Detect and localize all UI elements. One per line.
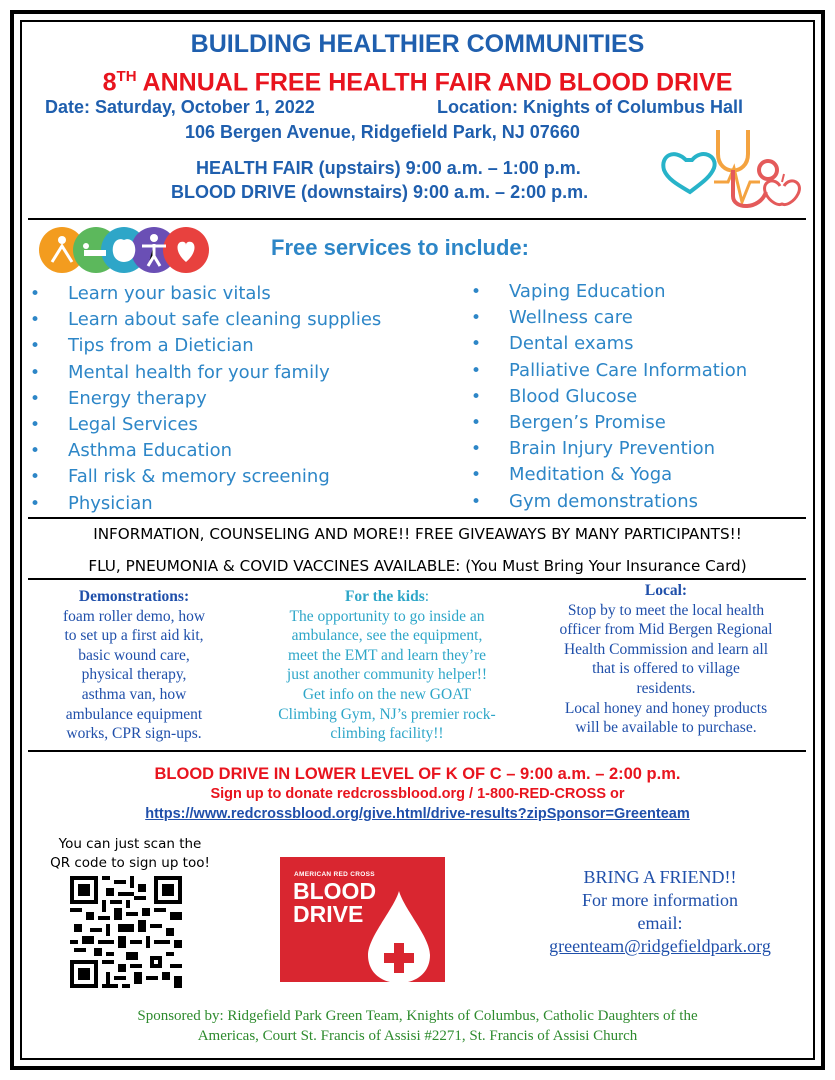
kids-title-colon: : [424, 588, 430, 605]
kids-line: climbing facility!! [330, 725, 444, 743]
kids-line: Get info on the new GOAT [302, 685, 472, 703]
event-location: Location: Knights of Columbus Hall [437, 97, 743, 117]
local-line: residents. [636, 679, 696, 697]
local-line: will be available to purchase. [575, 719, 757, 737]
logo-org: AMERICAN RED CROSS [294, 871, 375, 878]
services-list-left [28, 281, 381, 517]
list-item: • Asthma Education [28, 438, 381, 464]
subtitle-number: 8 [102, 68, 117, 97]
subtitle-text: ANNUAL FREE HEALTH FAIR AND BLOOD DRIVE [136, 68, 733, 97]
sponsor-line-1: Sponsored by: Ridgefield Park Green Team, Knights of Columbus, Catholic Daughters of the [137, 1008, 698, 1024]
demonstrations-line: basic wound care, [78, 646, 190, 664]
local-line: Stop by to meet the local health [567, 601, 765, 619]
demonstrations-line: foam roller demo, how [62, 607, 206, 625]
kids-line: Climbing Gym, NJ’s premier rock- [278, 705, 496, 723]
blood-drive-link[interactable]: https://www.redcrossblood.org/give.html/drive-results?zipSponsor=Greenteam [145, 806, 690, 822]
contact-email-label: email: [637, 913, 683, 933]
list-item: • Learn your basic vitals [28, 281, 381, 307]
demonstrations-title: Demonstrations: [78, 588, 190, 605]
kids-line: The opportunity to go inside an [289, 607, 485, 625]
stethoscope-heart-icon [656, 124, 806, 216]
contact-bring-friend: BRING A FRIEND!! [583, 867, 737, 887]
event-subtitle [22, 61, 813, 98]
event-address: 106 Bergen Avenue, Ridgefield Park, NJ 07660 [185, 122, 580, 142]
blood-drop-icon [364, 889, 434, 982]
kids-line: meet the EMT and learn they’re [287, 646, 487, 664]
kids-column [246, 587, 528, 744]
list-item: • Bergen’s Promise [469, 410, 747, 436]
services-heading: Free services to include: [271, 235, 529, 260]
health-fair-hours: HEALTH FAIR (upstairs) 9:00 a.m. – 1:00 p.m. [196, 158, 581, 178]
list-item: • Learn about safe cleaning supplies [28, 307, 381, 333]
blood-drive-signup: Sign up to donate redcrossblood.org / 1-800-RED-CROSS or [210, 786, 625, 802]
contact-more-info: For more information [582, 890, 738, 910]
list-item: • Gym demonstrations [469, 489, 747, 515]
kids-title-row [246, 587, 528, 607]
page-title: BUILDING HEALTHIER COMMUNITIES [190, 30, 645, 58]
demonstrations-line: asthma van, how [81, 685, 187, 703]
divider-2 [28, 517, 806, 519]
divider-3 [28, 578, 806, 580]
list-item: • Palliative Care Information [469, 358, 747, 384]
kids-line: ambulance, see the equipment, [291, 627, 483, 645]
local-title: Local: [644, 582, 688, 599]
blood-drive-hours: BLOOD DRIVE (downstairs) 9:00 a.m. – 2:00 p.m. [171, 182, 589, 202]
divider-4 [28, 750, 806, 752]
list-item: • Mental health for your family [28, 360, 381, 386]
demonstrations-line: to set up a first aid kit, [64, 627, 204, 645]
local-line: officer from Mid Bergen Regional [559, 621, 773, 639]
list-item: • Tips from a Dietician [28, 333, 381, 359]
demonstrations-line: works, CPR sign-ups. [66, 725, 202, 743]
list-item: • Physician [28, 491, 381, 517]
demonstrations-line: ambulance equipment [65, 705, 203, 723]
demonstrations-column [36, 587, 232, 744]
event-date: Date: Saturday, October 1, 2022 [45, 97, 315, 117]
services-list-right [469, 279, 747, 515]
local-line: Local honey and honey products [564, 699, 768, 717]
list-item: • Wellness care [469, 305, 747, 331]
info-line-giveaways: INFORMATION, COUNSELING AND MORE!! FREE GIVEAWAYS BY MANY PARTICIPANTS!! [93, 525, 742, 543]
local-line: that is offered to village [592, 660, 740, 678]
list-item: • Legal Services [28, 412, 381, 438]
sponsor-line-2: Americas, Court St. Francis of Assisi #2271, St. Francis of Assisi Church [197, 1028, 638, 1044]
contact-email-link[interactable]: greenteam@ridgefieldpark.org [549, 936, 771, 956]
local-column [526, 581, 806, 738]
list-item: • Energy therapy [28, 386, 381, 412]
qr-caption-2: QR code to sign up too! [50, 855, 210, 871]
demonstrations-line: physical therapy, [81, 666, 187, 684]
health-icons-strip [38, 226, 210, 274]
list-item: • Meditation & Yoga [469, 462, 747, 488]
list-item: • Blood Glucose [469, 384, 747, 410]
qr-code[interactable] [70, 876, 182, 988]
qr-caption-1: You can just scan the [58, 836, 202, 852]
list-item: • Dental exams [469, 331, 747, 357]
list-item: • Fall risk & memory screening [28, 464, 381, 490]
subtitle-ordinal: TH [116, 68, 137, 85]
blood-drive-banner: BLOOD DRIVE IN LOWER LEVEL OF K OF C – 9:00 a.m. – 2:00 p.m. [154, 765, 681, 783]
divider-1 [28, 218, 806, 220]
info-line-vaccines: FLU, PNEUMONIA & COVID VACCINES AVAILABLE: (You Must Bring Your Insurance Card) [88, 557, 747, 575]
list-item: • Vaping Education [469, 279, 747, 305]
logo-drive: DRIVE [293, 901, 364, 927]
red-cross-blood-drive-logo [280, 857, 445, 982]
logo-blood: BLOOD [293, 878, 377, 904]
kids-line: just another community helper!! [286, 666, 488, 684]
list-item: • Brain Injury Prevention [469, 436, 747, 462]
kids-title: For the kids [344, 588, 425, 605]
local-line: Health Commission and learn all [563, 640, 769, 658]
